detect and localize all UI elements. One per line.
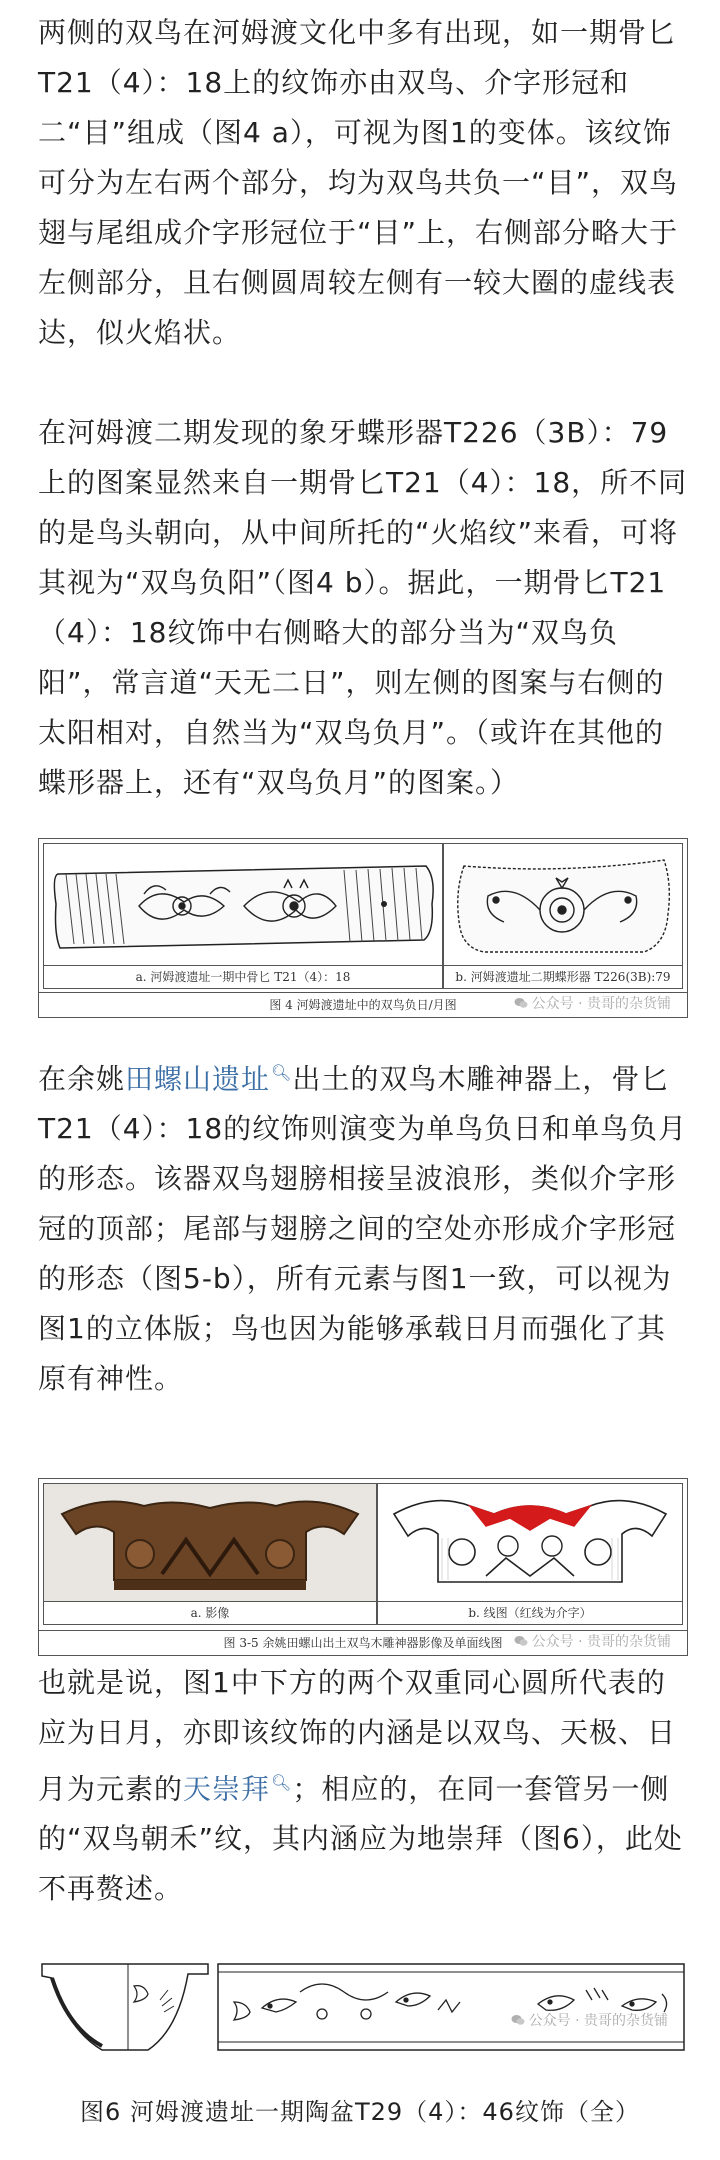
figure-5 [38, 1478, 688, 1656]
wood-carving-line-drawing [378, 1484, 682, 1602]
figure-4 [38, 838, 688, 1018]
wechat-icon [511, 2014, 525, 2026]
search-icon[interactable]: 🔍︎ [271, 1773, 293, 1792]
watermark-text: 公众号 · 贵哥的杂货铺 [531, 996, 671, 1012]
figure-6 [38, 1950, 688, 2060]
paragraph-1: 两侧的双鸟在河姆渡文化中多有出现，如一期骨匕T21（4）：18上的纹饰亦由双鸟、介字形冠和二“目”组成（图4 a），可视为图1的变体。该纹饰可分为左右两个部分，均为双鸟共负一“目”，双鸟翅与尾组成介字形冠位于“目”上，右侧部分略大于左侧部分，且右侧圆周较左侧有一较大圈的虚线表达，似火焰状。 [38, 16, 679, 349]
paragraph-3-text-b: 出土的双鸟木雕神器上，骨匕T21（4）：18的纹饰则演变为单鸟负日和单鸟负月的形态。该器双鸟翅膀相接呈波浪形，类似介字形冠的顶部；尾部与翅膀之间的空处亦形成介字形冠的形态（图5-b），所有元素与图1一致，可以视为图1的立体版；鸟也因为能够承载日月而强化了其原有神性。 [38, 1062, 688, 1396]
figure-4b-caption: b. 河姆渡遗址二期蝶形器 T226(3B):79 [444, 965, 682, 988]
paragraph-4 [38, 1658, 688, 1914]
paragraph-4-text-b: ；相应的，在同一套管另一侧的“双鸟朝禾”纹，其内涵应为地崇拜（图6），此处不再赘述。 [38, 1772, 683, 1906]
paragraph-2: 在河姆渡二期发现的象牙蝶形器T226（3B）：79上的图案显然来自一期骨匕T21（4）：18，所不同的是鸟头朝向，从中间所托的“火焰纹”来看，可将其视为“双鸟负阳”（图4 b）。据此，一期骨匕T21（4）：18纹饰中右侧略大的部分当为“双鸟负阳”，常言道“天无二日”，则左侧的图案与右侧的太阳相对，自然当为“双鸟负月”。（或许在其他的蝶形器上，还有“双鸟负月”的图案。） [38, 416, 688, 799]
paragraph-4-text-a: 也就是说，图1中下方的两个双重同心圆所代表的应为日月，亦即该纹饰的内涵是以双鸟、天极、日月为元素的 [38, 1666, 677, 1806]
pottery-bowl-drawing [38, 1950, 688, 2060]
wood-carving-photo [44, 1484, 376, 1602]
figure-4a-panel [43, 843, 443, 989]
search-icon[interactable]: 🔍︎ [271, 1063, 293, 1082]
watermark-text: 公众号 · 贵哥的杂货铺 [531, 1634, 671, 1650]
paragraph-3-text-a: 在余姚 [38, 1062, 126, 1096]
figure-4-caption: 图 4 河姆渡遗址中的双鸟负日/月图 [39, 992, 687, 1017]
figure-4a-caption: a. 河姆渡遗址一期中骨匕 T21（4）：18 [44, 965, 442, 988]
figure-6-caption: 图6 河姆渡遗址一期陶盆T29（4）：46纹饰（全） [80, 2098, 640, 2126]
bone-dagger-drawing [44, 844, 442, 966]
figure-5b-panel [377, 1483, 683, 1625]
figure-5-watermark [514, 1631, 671, 1651]
figure-4-watermark [514, 993, 671, 1013]
figure-5b-caption: b. 线图（红线为介字） [378, 1601, 682, 1624]
butterfly-artifact-drawing [444, 844, 682, 966]
wechat-icon [514, 1635, 528, 1647]
watermark-text: 公众号 · 贵哥的杂货铺 [528, 2013, 668, 2029]
paragraph-3 [38, 1048, 688, 1404]
figure-5-caption: 图 3-5 余姚田螺山出土双鸟木雕神器影像及单面线图 [39, 1630, 687, 1655]
figure-5a-caption: a. 影像 [44, 1601, 376, 1624]
figure-4b-panel [443, 843, 683, 989]
tianluoshan-link[interactable]: 田螺山遗址 [125, 1062, 271, 1096]
tianchongbai-link[interactable]: 天崇拜 [183, 1772, 271, 1806]
figure-6-watermark [511, 2010, 668, 2030]
figure-5a-panel [43, 1483, 377, 1625]
wechat-icon [514, 997, 528, 1009]
